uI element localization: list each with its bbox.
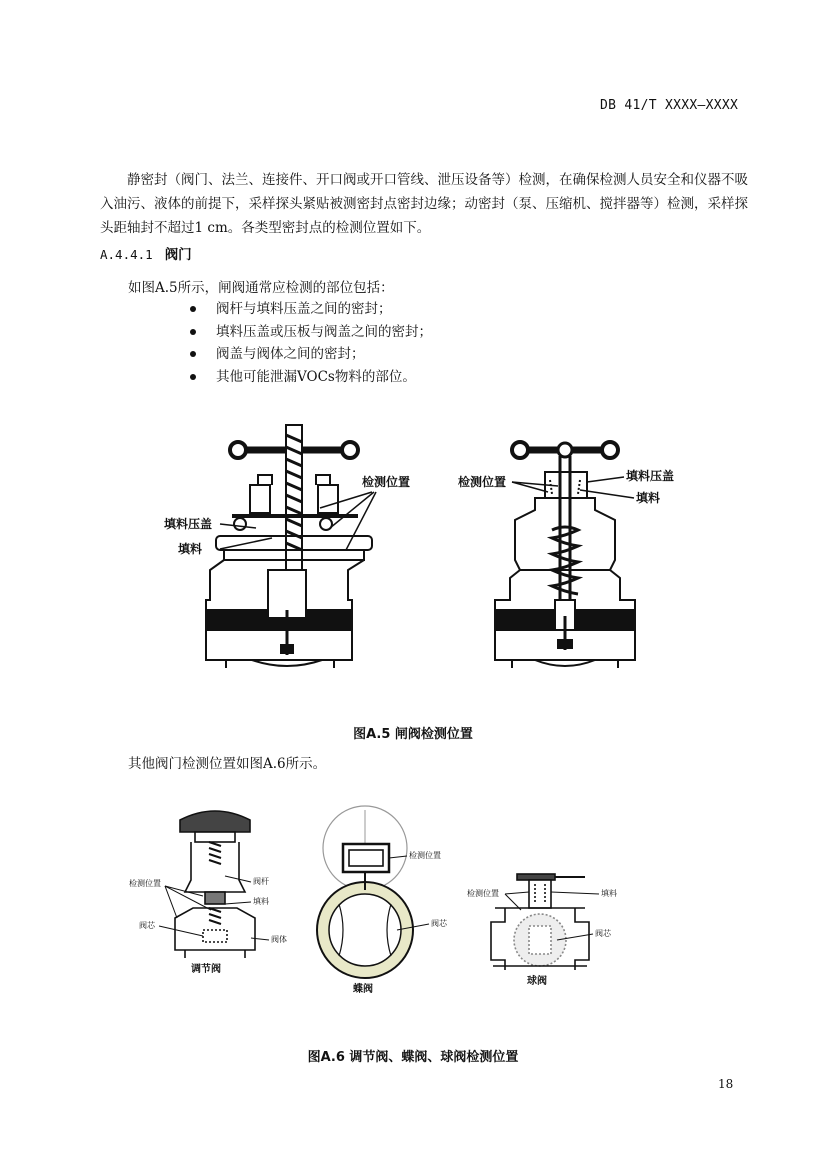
label-cv-stem: 阀杆: [253, 877, 269, 886]
paragraph-other-valves: 其他阀门检测位置如图A.6所示。: [128, 756, 327, 772]
section-number: A.4.4.1: [100, 247, 153, 262]
list-item: 阀盖与阀体之间的密封；: [188, 343, 432, 366]
ball-valve-illustration: [491, 874, 589, 970]
butterfly-valve-illustration: [317, 806, 413, 978]
figure-a6-caption: 图A.6 调节阀、蝶阀、球阀检测位置: [307, 1050, 519, 1065]
list-item: 阀杆与填料压盖之间的密封；: [188, 298, 432, 321]
bullet-dot: [190, 329, 196, 335]
list-item: 其他可能泄漏VOCs物料的部位。: [188, 366, 432, 389]
intro-text: 如图A.5所示，闸阀通常应检测的部位包括：: [128, 280, 394, 296]
label-bal-packing: 填料: [601, 889, 617, 898]
label-bv-detect: 检测位置: [409, 851, 441, 860]
figure-a5-caption: 图A.5 闸阀检测位置: [353, 727, 473, 742]
label-gland-left: 填料压盖: [164, 517, 213, 531]
label-bal-name: 球阀: [527, 976, 547, 987]
bullet-dot: [190, 374, 196, 380]
bullet-list: [188, 298, 432, 388]
control-valve-illustration: [175, 811, 255, 958]
label-detect-left: 检测位置: [362, 475, 411, 489]
section-heading: [100, 243, 192, 263]
label-bv-name: 蝶阀: [353, 984, 373, 995]
label-cv-body: 阀体: [271, 935, 287, 944]
gate-valve-right-illustration: [495, 442, 635, 668]
label-cv-name: 调节阀: [191, 964, 221, 975]
label-packing-left: 填料: [178, 542, 203, 556]
figure-a5-gate-valves: [140, 420, 720, 670]
label-cv-detect: 检测位置: [129, 879, 161, 888]
figure-a6-valves: [125, 800, 625, 1000]
label-cv-core: 阀芯: [139, 921, 155, 930]
bullet-dot: [190, 306, 196, 312]
list-item: 填料压盖或压板与阀盖之间的密封；: [188, 321, 432, 344]
header-code: DB 41/T XXXX—XXXX: [600, 98, 739, 113]
gate-valve-right-labels: [458, 468, 674, 505]
label-packing-right: 填料: [636, 491, 661, 505]
paragraph-seal-detection: 静密封（阀门、法兰、连接件、开口阀或开口管线、泄压设备等）检测，在确保检测人员安全和仪器不吸入油污、液体的前提下，采样探头紧贴被测密封点密封边缘；动密封（泵、压缩机、搅拌器等）检测，采样探头距轴封不超过1 cm。各类型密封点的检测位置如下。: [100, 172, 748, 236]
label-gland-right: 填料压盖: [626, 469, 675, 483]
label-cv-packing: 填料: [253, 897, 269, 906]
label-detect-right: 检测位置: [458, 475, 507, 489]
control-valve-labels: [129, 876, 287, 975]
bullet-dot: [190, 351, 196, 357]
label-bal-detect: 检测位置: [467, 889, 499, 898]
section-title: 阀门: [164, 247, 192, 263]
label-bal-core: 阀芯: [595, 929, 611, 938]
label-bv-core: 阀芯: [431, 919, 447, 928]
page-number: 18: [718, 1077, 734, 1091]
